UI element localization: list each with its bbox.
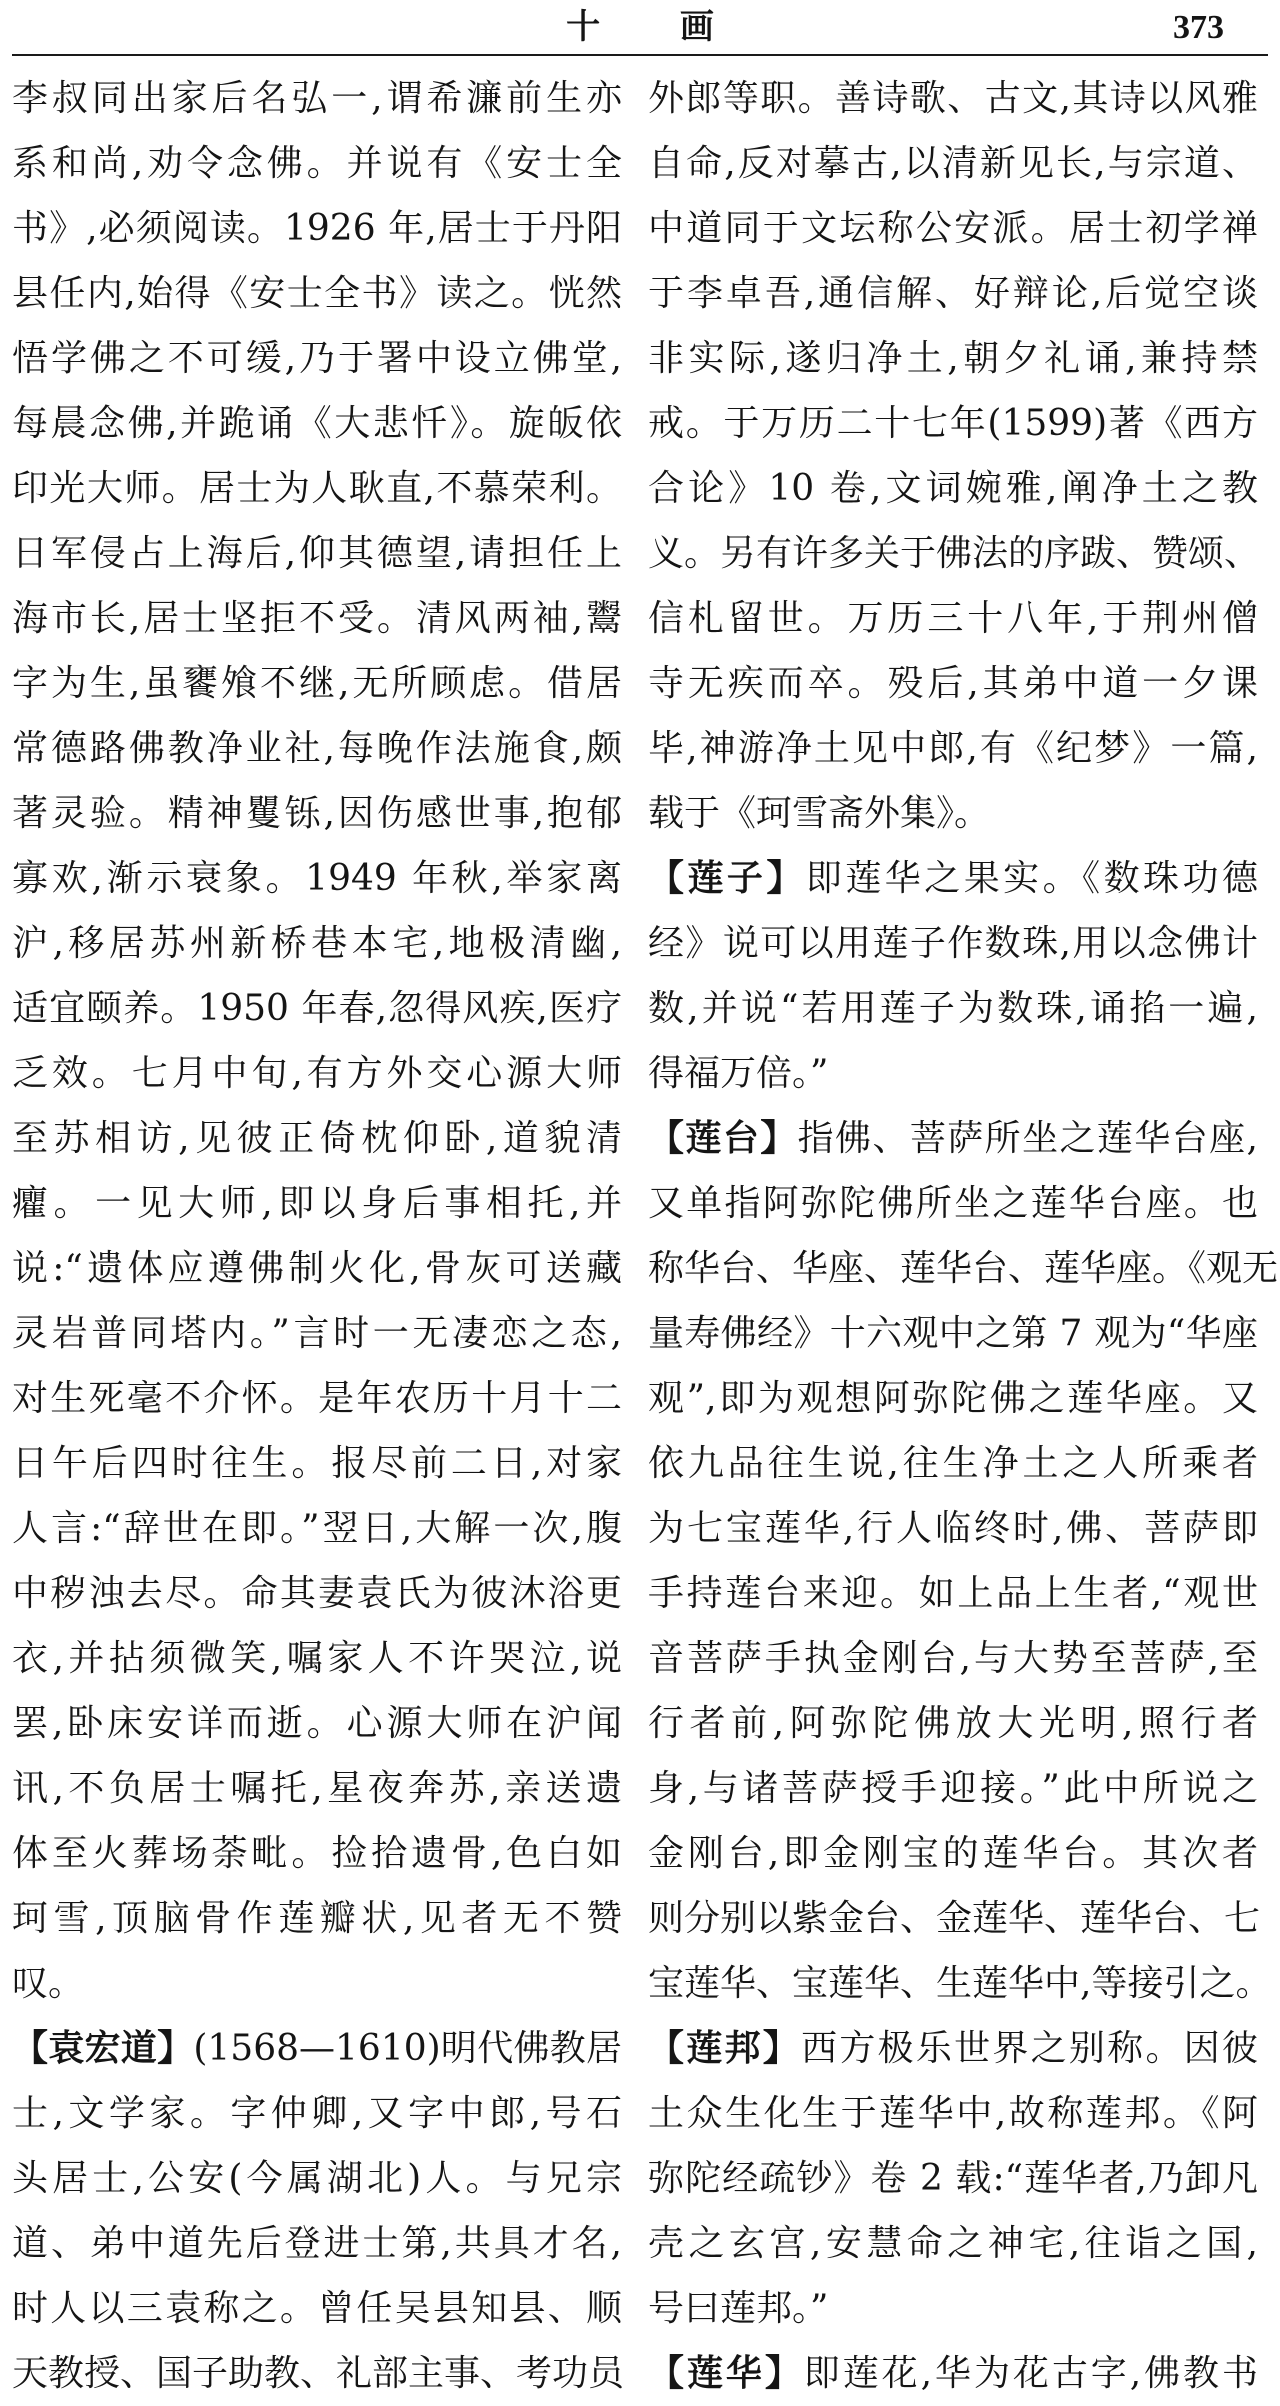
text-line bbox=[648, 2016, 1258, 2081]
text-line bbox=[12, 651, 622, 716]
text-line bbox=[648, 391, 1258, 456]
entry-headword: 【莲华】 bbox=[648, 2352, 804, 2394]
line-text: 中秽浊去尽。命其妻袁氏为彼沐浴更 bbox=[12, 1573, 622, 1614]
line-text: 珂雪,顶脑骨作莲瓣状,见者无不赞 bbox=[12, 1898, 622, 1939]
text-line bbox=[12, 911, 622, 976]
line-text: 书》,必须阅读。1926 年,居士于丹阳 bbox=[12, 208, 622, 249]
text-line bbox=[12, 1561, 622, 1626]
line-text: 每晨念佛,并跪诵《大悲忏》。旋皈依 bbox=[12, 403, 622, 444]
text-line bbox=[648, 1691, 1258, 1756]
text-line bbox=[648, 1886, 1261, 1951]
line-text: 身,与诸菩萨授手迎接。”此中所说之 bbox=[648, 1768, 1258, 1809]
line-text: 著灵验。精神矍铄,因伤感世事,抱郁 bbox=[12, 793, 622, 834]
line-text: 人言:“辞世在即。”翌日,大解一次,腹 bbox=[12, 1508, 622, 1549]
line-text: 至苏相访,见彼正倚枕仰卧,道貌清 bbox=[12, 1118, 622, 1159]
page-number: 373 bbox=[1173, 9, 1224, 46]
text-line bbox=[12, 261, 622, 326]
line-text: 观”,即为观想阿弥陀佛之莲华座。又 bbox=[648, 1378, 1258, 1419]
line-text: 量寿佛经》十六观中之第 7 观为“华座 bbox=[648, 1313, 1258, 1354]
text-line bbox=[12, 2016, 622, 2081]
text-line bbox=[648, 1496, 1258, 1561]
line-text: 即莲花,华为花古字,佛教书 bbox=[803, 2353, 1258, 2394]
line-text: 壳之玄宫,安慧命之神宅,往诣之国, bbox=[648, 2223, 1258, 2264]
line-text: 日午后四时往生。报尽前二日,对家 bbox=[12, 1443, 622, 1484]
text-line bbox=[648, 1951, 1272, 2016]
line-text: 天教授、国子助教、礼部主事、考功员 bbox=[12, 2353, 625, 2394]
line-text: 沪,移居苏州新桥巷本宅,地极清幽, bbox=[12, 923, 622, 964]
text-line bbox=[648, 1106, 1258, 1171]
line-text: 则分别以紫金台、金莲华、莲华台、七 bbox=[648, 1898, 1261, 1939]
entry-headword: 【袁宏道】 bbox=[12, 2027, 194, 2069]
line-text: 经》说可以用莲子作数珠,用以念佛计 bbox=[648, 923, 1258, 964]
text-line bbox=[648, 521, 1261, 586]
line-text: 道、弟中道先后登进士第,共具才名, bbox=[12, 2223, 622, 2264]
text-line bbox=[648, 976, 1258, 1041]
text-line bbox=[648, 1756, 1258, 1821]
line-text: 李叔同出家后名弘一,谓希濂前生亦 bbox=[12, 78, 622, 119]
line-text: 系和尚,劝令念佛。并说有《安士全 bbox=[12, 143, 622, 184]
line-text: 音菩萨手执金刚台,与大势至菩萨,至 bbox=[648, 1638, 1258, 1679]
text-line bbox=[12, 1041, 622, 1106]
text-line bbox=[12, 846, 622, 911]
line-text: 适宜颐养。1950 年春,忽得风疾,医疗 bbox=[12, 988, 622, 1029]
text-line bbox=[12, 1756, 622, 1821]
text-line bbox=[12, 2341, 625, 2406]
text-line bbox=[12, 1171, 622, 1236]
text-line bbox=[12, 131, 622, 196]
line-text: 合论》10 卷,文词婉雅,阐净土之教 bbox=[648, 468, 1258, 509]
line-text: 弥陀经疏钞》卷 2 载:“莲华者,乃卸凡 bbox=[648, 2158, 1258, 2199]
line-text: (1568—1610)明代佛教居 bbox=[193, 2028, 622, 2069]
line-text: 西方极乐世界之别称。因彼 bbox=[801, 2028, 1258, 2069]
line-text: 信札留世。万历三十八年,于荆州僧 bbox=[648, 598, 1258, 639]
text-line bbox=[648, 651, 1258, 716]
text-line bbox=[648, 2341, 1258, 2406]
text-line bbox=[12, 326, 622, 391]
text-line bbox=[12, 586, 622, 651]
text-line bbox=[648, 131, 1258, 196]
line-text: 行者前,阿弥陀佛放大光明,照行者 bbox=[648, 1703, 1258, 1744]
entry-headword: 【莲邦】 bbox=[648, 2027, 802, 2069]
line-text: 海市长,居士坚拒不受。清风两袖,鬻 bbox=[12, 598, 622, 639]
text-line bbox=[12, 1691, 622, 1756]
line-text: 讯,不负居士嘱托,星夜奔苏,亲送遗 bbox=[12, 1768, 622, 1809]
text-line bbox=[648, 1171, 1258, 1236]
line-text: 即莲华之果实。《数珠功德 bbox=[805, 858, 1258, 899]
line-text: 说:“遗体应遵佛制火化,骨灰可送藏 bbox=[12, 1248, 622, 1289]
text-line bbox=[648, 1041, 1258, 1106]
text-line bbox=[12, 716, 622, 781]
line-text: 癯。一见大师,即以身后事相托,并 bbox=[12, 1183, 622, 1224]
text-line bbox=[12, 1366, 622, 1431]
line-text: 时人以三袁称之。曾任吴县知县、顺 bbox=[12, 2288, 622, 2329]
line-text: 于李卓吾,通信解、好辩论,后觉空谈 bbox=[648, 273, 1258, 314]
line-text: 金刚台,即金刚宝的莲华台。其次者 bbox=[648, 1833, 1258, 1874]
text-line bbox=[12, 391, 622, 456]
text-line bbox=[648, 1626, 1258, 1691]
text-line bbox=[648, 2081, 1258, 2146]
line-text: 戒。于万历二十七年(1599)著《西方 bbox=[648, 403, 1258, 444]
line-text: 灵岩普同塔内。”言时一无凄恋之态, bbox=[12, 1313, 622, 1354]
text-line bbox=[12, 2081, 622, 2146]
line-text: 称华台、华座、莲华台、莲华座。《观无 bbox=[648, 1248, 1279, 1289]
text-line bbox=[648, 716, 1258, 781]
line-text: 毕,神游净土见中郎,有《纪梦》一篇, bbox=[648, 728, 1258, 769]
text-line bbox=[648, 2276, 1258, 2341]
text-line bbox=[12, 66, 622, 131]
line-text: 非实际,遂归净土,朝夕礼诵,兼持禁 bbox=[648, 338, 1258, 379]
text-line bbox=[12, 2146, 622, 2211]
text-line bbox=[648, 66, 1258, 131]
text-line bbox=[648, 326, 1258, 391]
text-line bbox=[12, 1886, 622, 1951]
text-line bbox=[648, 1431, 1258, 1496]
text-line bbox=[648, 2211, 1258, 2276]
text-line bbox=[12, 521, 622, 586]
text-line bbox=[12, 2211, 622, 2276]
text-line bbox=[648, 196, 1258, 261]
line-text: 依九品往生说,往生净土之人所乘者 bbox=[648, 1443, 1258, 1484]
line-text: 外郎等职。善诗歌、古文,其诗以风雅 bbox=[648, 78, 1258, 119]
line-text: 常德路佛教净业社,每晚作法施食,颇 bbox=[12, 728, 622, 769]
text-line bbox=[12, 1496, 622, 1561]
line-text: 自命,反对摹古,以清新见长,与宗道、 bbox=[648, 143, 1258, 184]
header-rule bbox=[12, 54, 1268, 56]
line-text: 手持莲台来迎。如上品上生者,“观世 bbox=[648, 1573, 1258, 1614]
text-line bbox=[648, 586, 1258, 651]
line-text: 寡欢,渐示衰象。1949 年秋,举家离 bbox=[12, 858, 622, 899]
line-text: 载于《珂雪斋外集》。 bbox=[648, 793, 991, 834]
text-line bbox=[648, 456, 1258, 521]
line-text: 对生死毫不介怀。是年农历十月十二 bbox=[12, 1378, 622, 1419]
text-line bbox=[12, 781, 622, 846]
line-text: 日军侵占上海后,仰其德望,请担任上 bbox=[12, 533, 622, 574]
text-line bbox=[12, 976, 622, 1041]
entry-headword: 【莲台】 bbox=[648, 1117, 798, 1159]
text-line bbox=[648, 911, 1258, 976]
text-line bbox=[12, 1821, 622, 1886]
text-line bbox=[648, 1366, 1258, 1431]
text-line bbox=[12, 1951, 622, 2016]
line-text: 得福万倍。” bbox=[648, 1053, 829, 1094]
line-text: 中道同于文坛称公安派。居士初学禅 bbox=[648, 208, 1258, 249]
text-line bbox=[648, 1236, 1279, 1301]
text-line bbox=[12, 2276, 622, 2341]
line-text: 又单指阿弥陀佛所坐之莲华台座。也 bbox=[648, 1183, 1258, 1224]
page-header bbox=[12, 0, 1268, 58]
line-text: 罢,卧床安详而逝。心源大师在沪闻 bbox=[12, 1703, 622, 1744]
text-line bbox=[12, 1431, 622, 1496]
line-text: 叹。 bbox=[12, 1963, 85, 2004]
text-line bbox=[648, 846, 1258, 911]
line-text: 为七宝莲华,行人临终时,佛、菩萨即 bbox=[648, 1508, 1258, 1549]
entry-headword: 【莲子】 bbox=[648, 857, 806, 899]
right-column bbox=[648, 66, 1279, 2394]
text-line bbox=[12, 1106, 622, 1171]
line-text: 宝莲华、宝莲华、生莲华中,等接引之。 bbox=[648, 1963, 1272, 2004]
line-text: 数,并说“若用莲子为数珠,诵掐一遍, bbox=[648, 988, 1258, 1029]
text-line bbox=[648, 1821, 1258, 1886]
running-title: 十 画 bbox=[566, 7, 748, 47]
text-line bbox=[648, 1301, 1258, 1366]
line-text: 义。另有许多关于佛法的序跋、赞颂、 bbox=[648, 533, 1261, 574]
line-text: 印光大师。居士为人耿直,不慕荣利。 bbox=[12, 468, 622, 509]
text-line bbox=[12, 1236, 622, 1301]
line-text: 衣,并拈须微笑,嘱家人不许哭泣,说 bbox=[12, 1638, 622, 1679]
line-text: 指佛、菩萨所坐之莲华台座, bbox=[797, 1118, 1258, 1159]
line-text: 悟学佛之不可缓,乃于署中设立佛堂, bbox=[12, 338, 622, 379]
text-line bbox=[648, 1561, 1258, 1626]
line-text: 士,文学家。字仲卿,又字中郎,号石 bbox=[12, 2093, 622, 2134]
line-text: 县任内,始得《安士全书》读之。恍然 bbox=[12, 273, 622, 314]
line-text: 字为生,虽饔飧不继,无所顾虑。借居 bbox=[12, 663, 622, 704]
text-line bbox=[12, 1301, 622, 1366]
line-text: 乏效。七月中旬,有方外交心源大师 bbox=[12, 1053, 622, 1094]
text-line bbox=[648, 2146, 1258, 2211]
text-line bbox=[12, 1626, 622, 1691]
line-text: 号曰莲邦。” bbox=[648, 2288, 829, 2329]
line-text: 头居士,公安(今属湖北)人。与兄宗 bbox=[12, 2158, 622, 2199]
line-text: 寺无疾而卒。殁后,其弟中道一夕课 bbox=[648, 663, 1258, 704]
left-column bbox=[12, 66, 625, 2394]
line-text: 土众生化生于莲华中,故称莲邦。《阿 bbox=[648, 2093, 1258, 2134]
text-line bbox=[648, 781, 1258, 846]
text-line bbox=[648, 261, 1258, 326]
line-text: 体至火葬场荼毗。捡拾遗骨,色白如 bbox=[12, 1833, 622, 1874]
text-line bbox=[12, 196, 622, 261]
text-line bbox=[12, 456, 622, 521]
